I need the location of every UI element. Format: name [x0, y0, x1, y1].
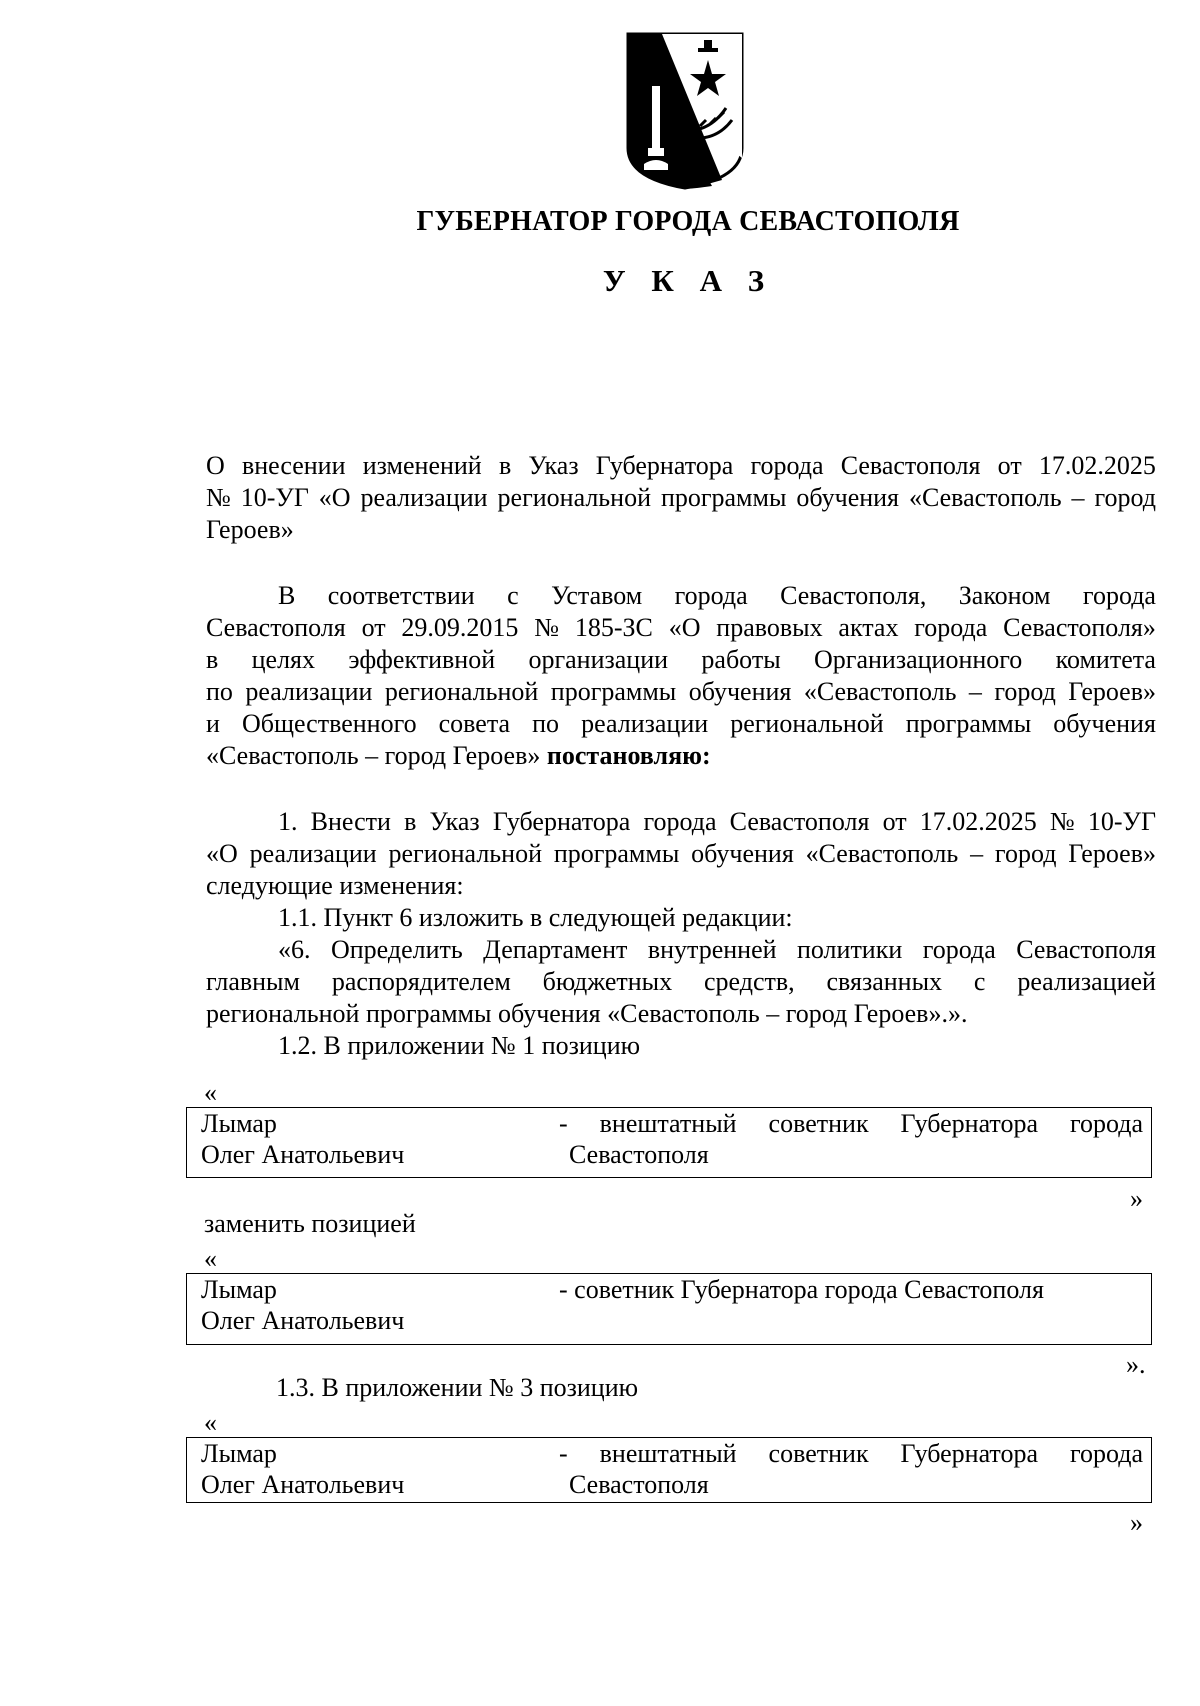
word: «Севастополь	[805, 839, 959, 868]
word: города	[922, 935, 996, 964]
word: №	[534, 613, 560, 642]
role-line-1	[559, 1108, 1143, 1139]
sevastopol-coat-of-arms-emblem	[622, 30, 748, 190]
word: №	[1049, 807, 1075, 836]
position-old3-role	[559, 1438, 1143, 1500]
word: 10-УГ	[1087, 807, 1156, 836]
position-new1-role	[559, 1274, 1143, 1305]
word: «Севастополь	[908, 483, 1062, 512]
word: Севастополя	[729, 807, 870, 836]
word: Указ	[429, 807, 480, 836]
word: Уставом	[551, 581, 643, 610]
word: от	[882, 807, 907, 836]
item1-1-quote-line-1	[206, 934, 1156, 966]
word: 10-УГ	[240, 483, 309, 512]
item1-line-2	[206, 838, 1156, 870]
person-given-names: Олег Анатольевич	[201, 1140, 405, 1169]
word: в	[404, 807, 417, 836]
open-quote-3: «	[204, 1408, 217, 1437]
preamble-line-4	[206, 676, 1156, 708]
word: изменений	[362, 451, 482, 480]
item1-1-quote-line-3: региональной программы обучения «Севастополь – город Героев».».	[206, 999, 968, 1028]
word: Героев»	[1068, 677, 1156, 706]
word: «Севастополь	[803, 677, 957, 706]
open-quote-1: «	[204, 1078, 217, 1107]
subject-line-2	[206, 482, 1156, 514]
word: региональной	[497, 483, 651, 512]
word: Севастополя,	[780, 581, 927, 610]
word: актах	[838, 613, 899, 642]
word: распорядителем	[331, 967, 511, 996]
word: реализации	[245, 677, 373, 706]
word: города	[674, 581, 748, 610]
word: Губернатора	[900, 1439, 1038, 1468]
word: внутренней	[647, 935, 777, 964]
position-new-appendix-1	[186, 1273, 1152, 1345]
open-quote-2: «	[204, 1244, 217, 1273]
position-new1-person	[201, 1274, 404, 1336]
word: города	[1069, 1439, 1143, 1468]
decree-subject	[206, 450, 1156, 546]
word: «О	[206, 839, 238, 868]
word: города	[1069, 1109, 1143, 1138]
word: реализации	[581, 709, 709, 738]
role-line-1: - советник Губернатора города Севастополя	[559, 1275, 1044, 1304]
resolution-keyword: постановляю:	[546, 741, 711, 770]
word: обучения	[688, 677, 792, 706]
word: –	[968, 677, 982, 706]
word: Организационного	[814, 645, 1023, 674]
person-surname: Лымар	[201, 1109, 277, 1138]
word: Севастополя	[1016, 935, 1156, 964]
word: обучения	[691, 839, 794, 868]
word: программы	[905, 709, 1032, 738]
word: совета	[438, 709, 511, 738]
word: связанных	[826, 967, 943, 996]
preamble-line-5	[206, 708, 1156, 740]
word: –	[970, 839, 984, 868]
word: главным	[206, 967, 300, 996]
word: О	[206, 451, 225, 480]
role-line-1	[559, 1438, 1143, 1469]
word: эффективной	[348, 645, 496, 674]
preamble-line-3	[206, 644, 1156, 676]
word: обучения	[796, 483, 900, 512]
word: и	[206, 709, 220, 738]
preamble-line-2	[206, 612, 1156, 644]
position-old1-person	[201, 1108, 404, 1170]
word: бюджетных	[542, 967, 673, 996]
word: программы	[550, 677, 677, 706]
word: региональной	[384, 677, 539, 706]
word: работы	[701, 645, 781, 674]
word: средств,	[704, 967, 795, 996]
word: от	[997, 451, 1022, 480]
word: №	[206, 483, 231, 512]
word: реализации	[360, 483, 488, 512]
issuer-title: ГУБЕРНАТОР ГОРОДА СЕВАСТОПОЛЯ	[416, 206, 960, 237]
word: внештатный	[599, 1109, 737, 1138]
word: «О	[318, 483, 351, 512]
person-given-names: Олег Анатольевич	[201, 1306, 405, 1335]
word: комитета	[1055, 645, 1156, 674]
word: 29.09.2015	[401, 613, 519, 642]
word: «О	[668, 613, 701, 642]
word: 1.	[278, 807, 298, 836]
word: с	[507, 581, 519, 610]
word: города	[914, 613, 988, 642]
close-quote-3: »	[1130, 1508, 1143, 1537]
person-surname: Лымар	[201, 1275, 277, 1304]
word: реализации	[249, 839, 377, 868]
item1-line-3: следующие изменения:	[206, 871, 464, 900]
word: города	[750, 451, 824, 480]
word: обучения	[1053, 709, 1156, 738]
item1-1-quote-line-2	[206, 966, 1156, 998]
word: Губернатора	[492, 807, 631, 836]
word: Севастополя	[840, 451, 981, 480]
position-old-appendix-1	[186, 1107, 1152, 1178]
word: от	[361, 613, 386, 642]
word: Общественного	[241, 709, 417, 738]
word: соответствии	[327, 581, 475, 610]
replace-with-label: заменить позицией	[204, 1209, 416, 1238]
word: региональной	[730, 709, 884, 738]
decree-item-1	[206, 806, 1156, 1062]
item1-2-heading: 1.2. В приложении № 1 позицию	[278, 1031, 641, 1060]
word: «6.	[278, 935, 311, 964]
word: организации	[528, 645, 669, 674]
word: в	[498, 451, 512, 480]
position-old-appendix-3	[186, 1437, 1152, 1503]
word: Внести	[310, 807, 391, 836]
item1-line-1	[206, 806, 1156, 838]
close-quote-2: ».	[1126, 1350, 1146, 1379]
role-line-2: Севастополя	[569, 1140, 709, 1169]
preamble-line-6-text: «Севастополь – город Героев»	[206, 741, 541, 770]
word: внештатный	[599, 1439, 737, 1468]
word: в	[206, 645, 219, 674]
word: Севастополя»	[1003, 613, 1156, 642]
item1-1-heading: 1.1. Пункт 6 изложить в следующей редакции:	[278, 903, 793, 932]
word: 17.02.2025	[1038, 451, 1156, 480]
word: 17.02.2025	[919, 807, 1037, 836]
word: Законом	[958, 581, 1051, 610]
word: целях	[251, 645, 316, 674]
role-line-2: Севастополя	[569, 1470, 709, 1499]
word: Указ	[528, 451, 579, 480]
word: В	[278, 581, 296, 610]
word: по	[206, 677, 233, 706]
word: политики	[796, 935, 903, 964]
word: советник	[768, 1109, 869, 1138]
word: с	[973, 967, 986, 996]
close-quote-1: »	[1130, 1184, 1143, 1213]
word: правовых	[716, 613, 823, 642]
word: программы	[553, 839, 680, 868]
word: город	[1094, 483, 1156, 512]
word: город	[994, 839, 1057, 868]
word: Севастополя	[206, 613, 346, 642]
subject-line-1	[206, 450, 1156, 482]
preamble-line-1	[206, 580, 1156, 612]
word: Определить	[330, 935, 463, 964]
word: по	[532, 709, 560, 738]
word: программы	[660, 483, 787, 512]
decree-preamble	[206, 580, 1156, 772]
word: -	[559, 1439, 568, 1468]
word: города	[643, 807, 717, 836]
word: Департамент	[483, 935, 628, 964]
person-given-names: Олег Анатольевич	[201, 1470, 405, 1499]
position-old1-role	[559, 1108, 1143, 1170]
document-type-title: У К А З	[602, 263, 774, 298]
word: региональной	[388, 839, 542, 868]
word: города	[1082, 581, 1156, 610]
word: Губернатора	[595, 451, 734, 480]
word: внесении	[241, 451, 346, 480]
person-surname: Лымар	[201, 1439, 277, 1468]
word: Героев»	[1068, 839, 1156, 868]
item1-3-heading: 1.3. В приложении № 3 позицию	[276, 1373, 639, 1402]
word: реализацией	[1017, 967, 1156, 996]
word: -	[559, 1109, 568, 1138]
word: –	[1071, 483, 1085, 512]
subject-line-3: Героев»	[206, 515, 294, 544]
preamble-line-6	[206, 740, 1156, 772]
position-old3-person	[201, 1438, 404, 1500]
word: город	[994, 677, 1056, 706]
word: 185-ЗС	[574, 613, 653, 642]
word: советник	[768, 1439, 869, 1468]
word: Губернатора	[900, 1109, 1038, 1138]
